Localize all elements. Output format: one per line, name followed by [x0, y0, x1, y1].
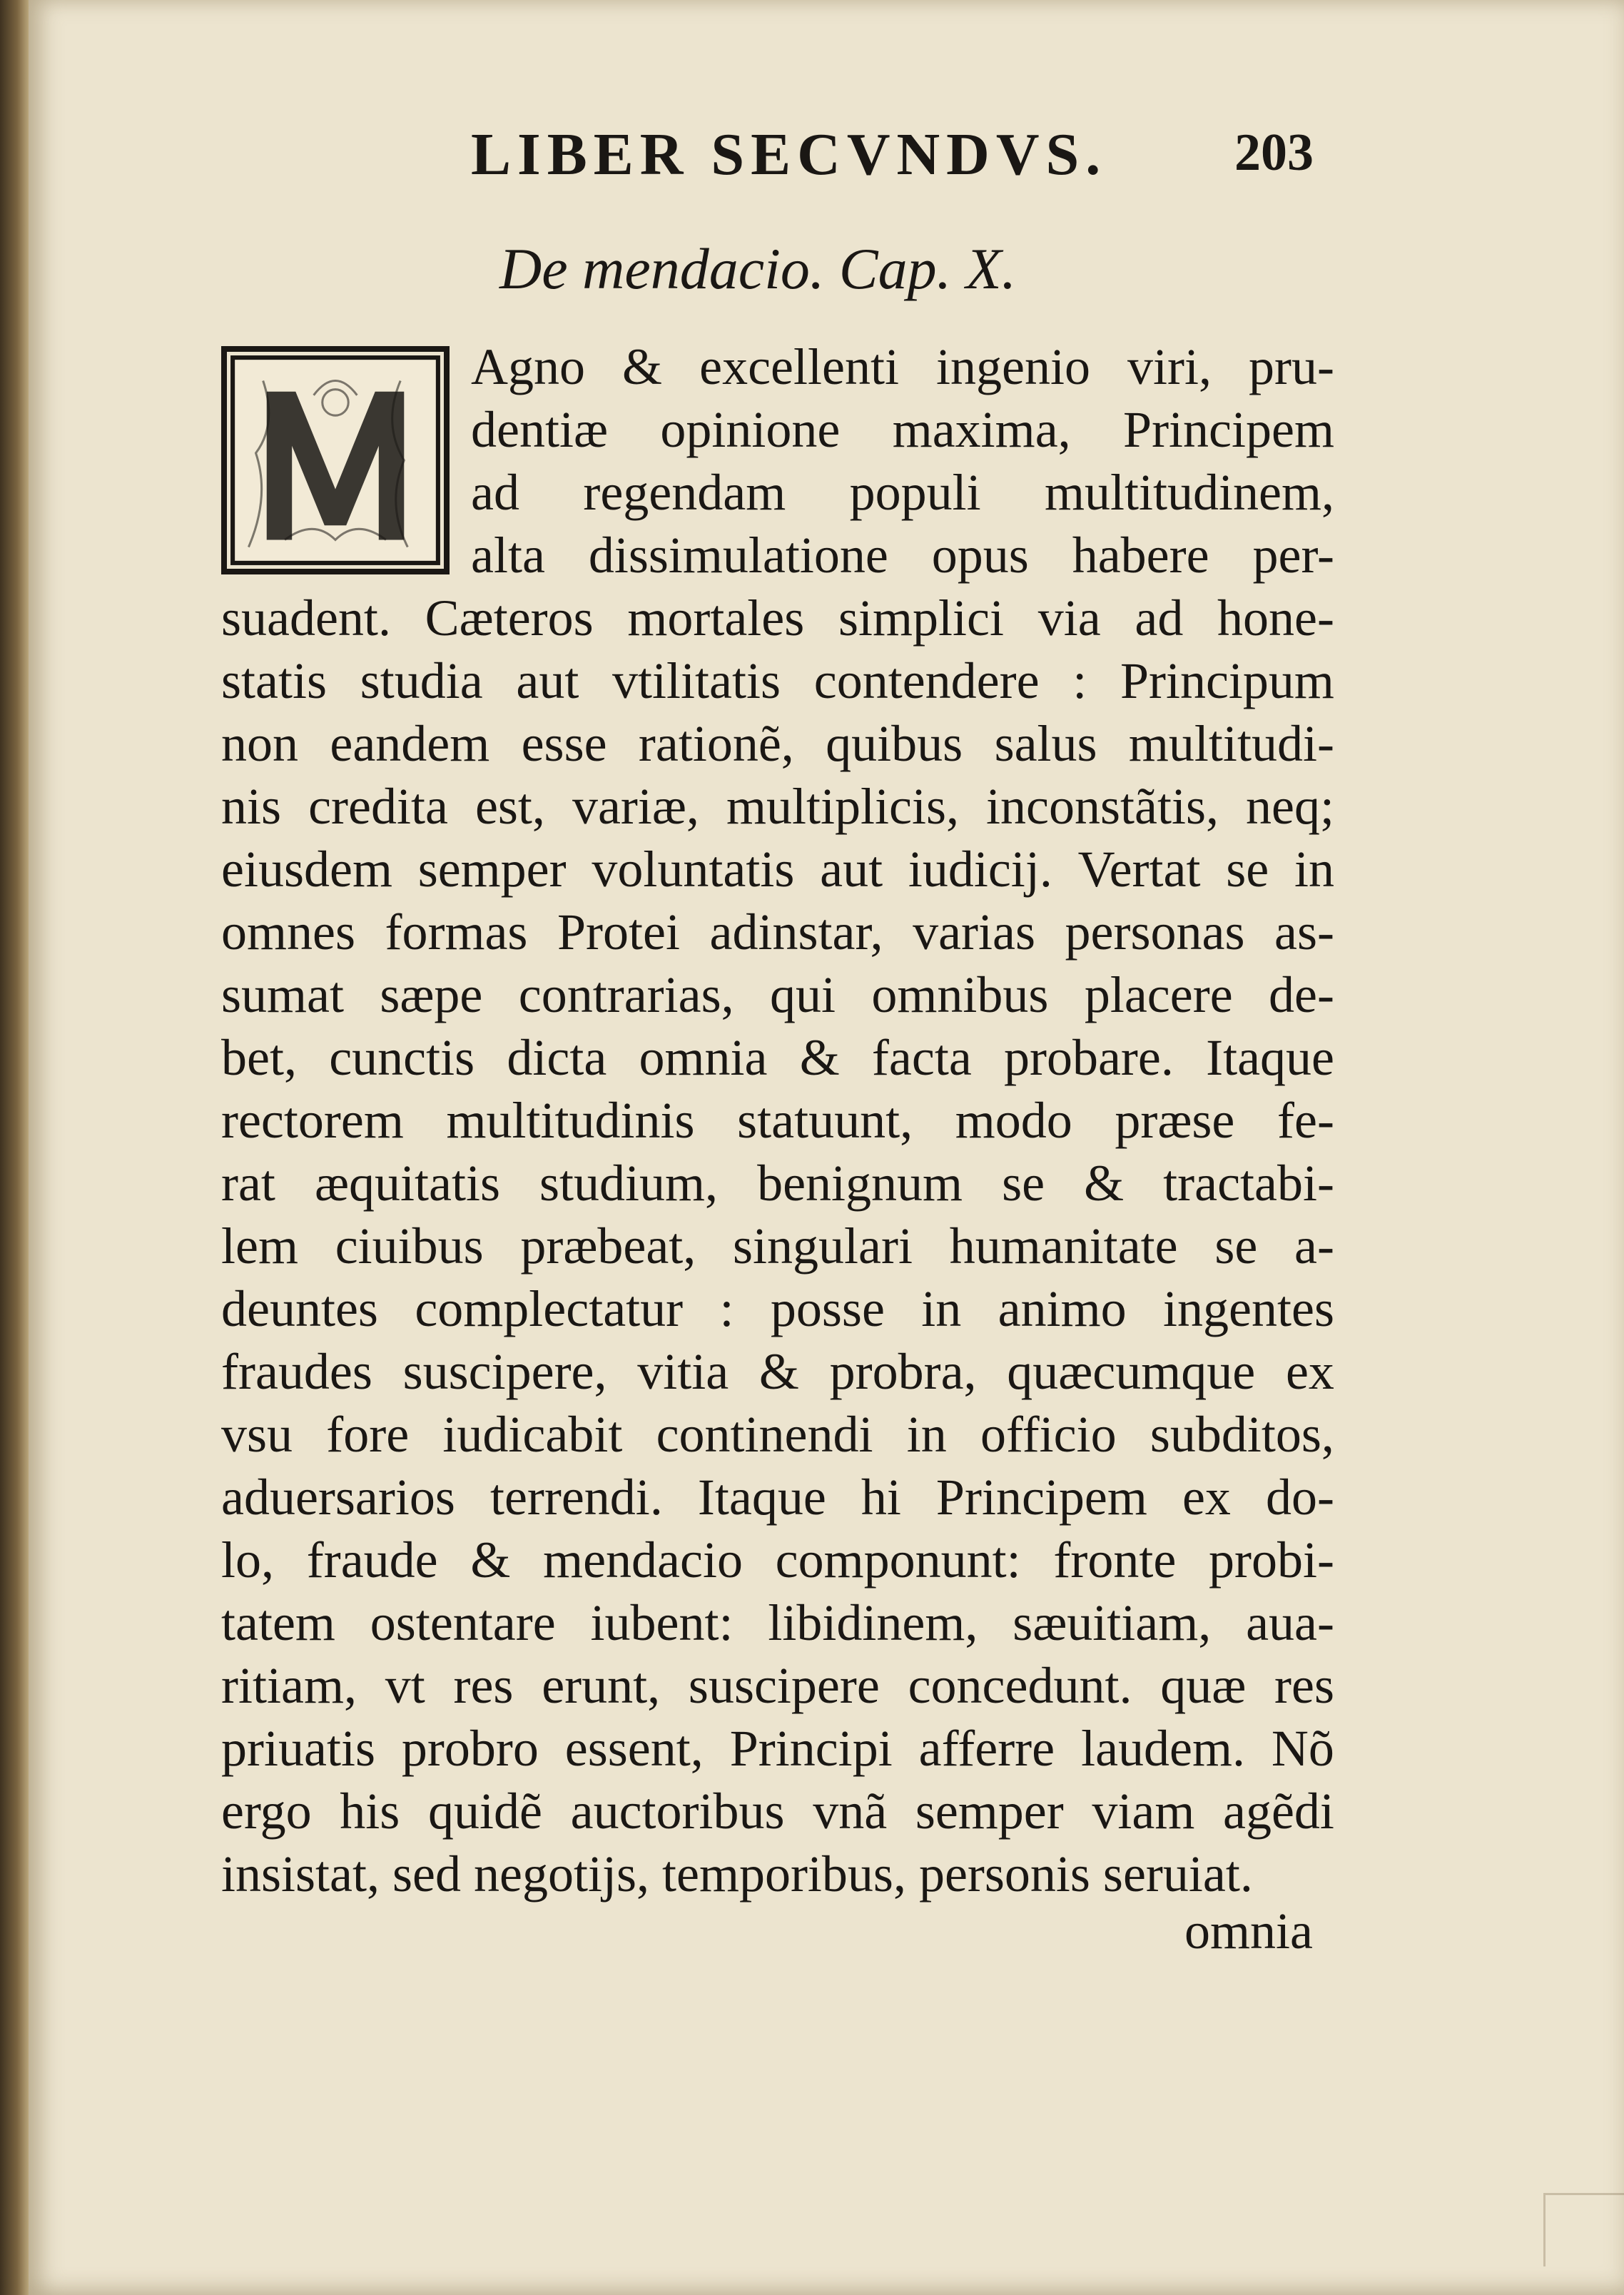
text-line: priuatis probro essent, Principi afferre laudem. Nõ	[221, 1720, 1334, 1777]
chapter-title: De mendacio. Cap. X.	[499, 236, 1017, 301]
text-line: vsu fore iudicabit continendi in officio subditos,	[221, 1406, 1334, 1463]
book-page	[29, 0, 1624, 2295]
text-line: deuntes complectatur : posse in animo ingentes	[221, 1280, 1334, 1337]
catchword: omnia	[1184, 1903, 1313, 1960]
text-line: statis studia aut vtilitatis contendere : Principum	[221, 652, 1334, 709]
text-line: tatem ostentare iubent: libidinem, sæuitiam, aua-	[221, 1594, 1334, 1651]
page-corner-fold	[1543, 2193, 1624, 2266]
text-line: nis credita est, variæ, multiplicis, inconstãtis, neq;	[221, 778, 1334, 835]
text-line: Agno & excellenti ingenio viri, pru-	[471, 338, 1334, 395]
running-head: LIBER SECVNDVS.	[471, 121, 1107, 188]
text-line: lo, fraude & mendacio componunt: fronte probi-	[221, 1531, 1334, 1589]
book-spine-edge	[0, 0, 29, 2295]
text-line: aduersarios terrendi. Itaque hi Principem ex do-	[221, 1469, 1334, 1526]
text-line: lem ciuibus præbeat, singulari humanitate se a-	[221, 1217, 1334, 1275]
text-line: ritiam, vt res erunt, suscipere concedunt. quæ res	[221, 1657, 1334, 1714]
text-line: ad regendam populi multitudinem,	[471, 464, 1334, 521]
text-line: rectorem multitudinis statuunt, modo præse fe-	[221, 1092, 1334, 1149]
text-line: dentiæ opinione maxima, Principem	[471, 401, 1334, 458]
page-header	[414, 114, 1341, 193]
text-line: suadent. Cæteros mortales simplici via ad hone-	[221, 589, 1334, 647]
text-line: eiusdem semper voluntatis aut iudicij. Vertat se in	[221, 841, 1334, 898]
text-line: rat æquitatis studium, benignum se & tractabi-	[221, 1155, 1334, 1212]
text-line: insistat, sed negotijs, temporibus, personis seruiat.	[221, 1845, 1253, 1903]
text-line: alta dissimulatione opus habere per-	[471, 527, 1334, 584]
text-line: fraudes suscipere, vitia & probra, quæcumque ex	[221, 1343, 1334, 1400]
main-text	[221, 335, 1334, 1905]
page-number: 203	[1234, 123, 1314, 182]
text-line: omnes formas Protei adinstar, varias personas as-	[221, 903, 1334, 961]
text-line: sumat sæpe contrarias, qui omnibus placere de-	[221, 966, 1334, 1023]
text-line: non eandem esse rationẽ, quibus salus multitudi-	[221, 715, 1334, 772]
text-line: ergo his quidẽ auctoribus vnã semper viam agẽdi	[221, 1783, 1334, 1840]
text-line: bet, cunctis dicta omnia & facta probare. Itaque	[221, 1029, 1334, 1086]
